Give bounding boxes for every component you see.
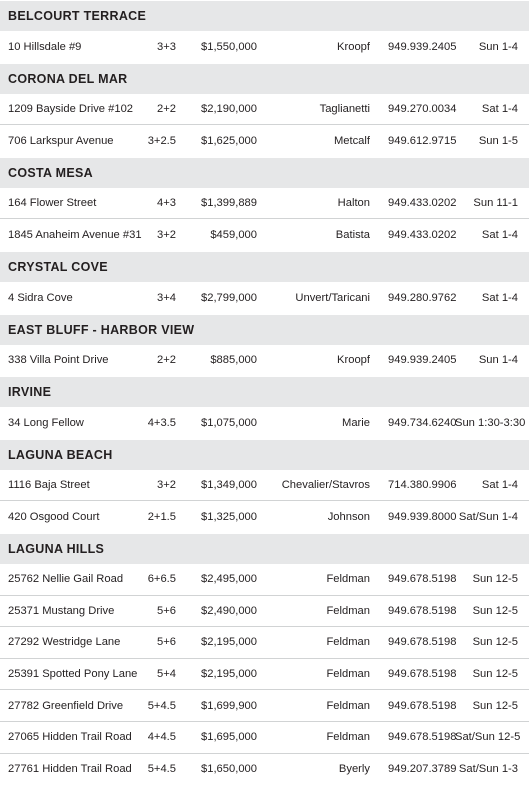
listing-row [0, 722, 529, 754]
listing-phone: 714.380.9906 [388, 479, 457, 492]
section-header: LAGUNA BEACH [0, 439, 529, 470]
listing-agent: Marie [342, 416, 370, 429]
listing-row [0, 501, 529, 533]
listing-bed-bath: 6+6.5 [147, 573, 176, 586]
listing-agent: Kroopf [337, 40, 370, 53]
listing-open-time: Sun 12-5 [472, 668, 518, 681]
listing-agent: Unvert/Taricani [295, 291, 370, 304]
listing-bed-bath: 5+4.5 [147, 699, 176, 712]
listing-price: $1,625,000 [201, 134, 257, 147]
listing-bed-bath: 2+2 [157, 354, 176, 367]
listing-bed-bath: 5+6 [157, 604, 176, 617]
listing-price: $1,349,000 [201, 479, 257, 492]
listing-address: 4 Sidra Cove [8, 291, 73, 304]
listing-agent: Feldman [326, 604, 370, 617]
listing-row [0, 659, 529, 691]
listing-open-time: Sun 11-1 [473, 197, 518, 210]
listing-address: 25762 Nellie Gail Road [8, 573, 124, 586]
listing-row [0, 94, 529, 126]
listing-address: 1209 Bayside Drive #102 [8, 102, 134, 115]
listing-price: $1,695,000 [201, 731, 257, 744]
listing-row [0, 564, 529, 596]
listing-phone: 949.678.5198 [388, 699, 457, 712]
listing-bed-bath: 3+2.5 [147, 134, 176, 147]
listing-phone: 949.612.9715 [388, 134, 457, 147]
listing-price: $1,399,889 [201, 197, 257, 210]
listing-bed-bath: 5+4.5 [147, 763, 176, 776]
listing-agent: Feldman [326, 699, 370, 712]
listing-price: $2,495,000 [201, 573, 257, 586]
listing-price: $1,699,900 [201, 699, 257, 712]
listing-agent: Feldman [326, 573, 370, 586]
listing-address: 706 Larkspur Avenue [8, 134, 114, 147]
listing-price: $885,000 [210, 354, 257, 367]
listing-open-time: Sat/Sun 1-4 [458, 511, 518, 524]
listing-address: 27065 Hidden Trail Road [8, 731, 132, 744]
listing-address: 1116 Baja Street [8, 479, 90, 492]
listing-bed-bath: 4+4.5 [147, 731, 176, 744]
listing-open-time: Sun 12-5 [472, 604, 518, 617]
section-header: CRYSTAL COVE [0, 251, 529, 282]
listing-open-time: Sat 1-4 [481, 229, 518, 242]
listing-phone: 949.939.8000 [388, 511, 457, 524]
listing-phone: 949.939.2405 [388, 354, 457, 367]
listing-address: 338 Villa Point Drive [8, 354, 109, 367]
listing-agent: Kroopf [337, 354, 370, 367]
section-header: EAST BLUFF - HARBOR VIEW [0, 314, 529, 345]
listing-bed-bath: 3+2 [157, 229, 176, 242]
listing-address: 27761 Hidden Trail Road [8, 763, 132, 776]
listing-phone: 949.678.5198 [388, 604, 457, 617]
listing-open-time: Sun 1-4 [478, 354, 518, 367]
listing-price: $1,650,000 [201, 763, 257, 776]
listing-agent: Halton [337, 197, 370, 210]
listing-open-time: Sat/Sun 12-5 [455, 731, 521, 744]
listing-agent: Chevalier/Stavros [281, 479, 370, 492]
listing-row [0, 627, 529, 659]
listing-bed-bath: 4+3 [157, 197, 176, 210]
listing-phone: 949.433.0202 [388, 229, 457, 242]
listing-phone: 949.939.2405 [388, 40, 457, 53]
listing-bed-bath: 2+1.5 [147, 511, 176, 524]
listing-address: 25391 Spotted Pony Lane [8, 668, 138, 681]
listing-phone: 949.678.5198 [388, 636, 457, 649]
listing-open-time: Sun 1-5 [478, 134, 518, 147]
listing-phone: 949.270.0034 [388, 102, 457, 115]
listing-row [0, 282, 529, 314]
listing-address: 164 Flower Street [8, 197, 97, 210]
listing-address: 27782 Greenfield Drive [8, 699, 124, 712]
listing-price: $459,000 [210, 229, 257, 242]
listing-row [0, 345, 529, 377]
listing-price: $2,195,000 [201, 636, 257, 649]
listing-agent: Feldman [326, 668, 370, 681]
listing-row [0, 596, 529, 628]
listing-address: 27292 Westridge Lane [8, 636, 121, 649]
listing-open-time: Sat/Sun 1-3 [458, 763, 518, 776]
section-header: LAGUNA HILLS [0, 533, 529, 564]
listing-open-time: Sun 12-5 [472, 699, 518, 712]
listing-phone: 949.207.3789 [388, 763, 457, 776]
listing-address: 420 Osgood Court [8, 511, 100, 524]
section-header: IRVINE [0, 376, 529, 407]
listing-agent: Metcalf [333, 134, 370, 147]
listing-bed-bath: 5+6 [157, 636, 176, 649]
listing-agent: Johnson [327, 511, 370, 524]
section-header: COSTA MESA [0, 157, 529, 188]
listing-row [0, 407, 529, 439]
listing-row [0, 188, 529, 220]
listing-price: $2,190,000 [201, 102, 257, 115]
listing-address: 1845 Anaheim Avenue #31 [8, 229, 142, 242]
listing-phone: 949.678.5198 [388, 668, 457, 681]
listing-row [0, 470, 529, 502]
listing-price: $1,550,000 [201, 40, 257, 53]
listing-agent: Feldman [326, 636, 370, 649]
listing-agent: Taglianetti [319, 102, 370, 115]
listing-phone: 949.433.0202 [388, 197, 457, 210]
section-header: BELCOURT TERRACE [0, 0, 529, 31]
listing-agent: Batista [335, 229, 370, 242]
listing-open-time: Sat 1-4 [481, 479, 518, 492]
listing-row [0, 31, 529, 63]
listing-price: $2,490,000 [201, 604, 257, 617]
listing-open-time: Sat 1-4 [481, 291, 518, 304]
listing-address: 25371 Mustang Drive [8, 604, 115, 617]
listing-open-time: Sun 1-4 [478, 40, 518, 53]
listing-phone: 949.280.9762 [388, 291, 457, 304]
listing-phone: 949.678.5198 [388, 573, 457, 586]
listing-agent: Feldman [326, 731, 370, 744]
listing-phone: 949.678.5198 [388, 731, 457, 744]
listing-bed-bath: 3+3 [157, 40, 176, 53]
listing-open-time: Sun 12-5 [472, 636, 518, 649]
listing-open-time: Sat 1-4 [481, 102, 518, 115]
listing-bed-bath: 3+2 [157, 479, 176, 492]
listing-phone: 949.734.6240 [388, 416, 457, 429]
listing-open-time: Sun 12-5 [472, 573, 518, 586]
listing-price: $2,195,000 [201, 668, 257, 681]
listing-address: 10 Hillsdale #9 [8, 40, 82, 53]
listing-row [0, 125, 529, 157]
listing-bed-bath: 3+4 [157, 291, 176, 304]
listing-price: $1,325,000 [201, 511, 257, 524]
section-header: CORONA DEL MAR [0, 63, 529, 94]
listing-row [0, 690, 529, 722]
listing-row [0, 219, 529, 251]
listing-row [0, 754, 529, 786]
listing-address: 34 Long Fellow [8, 416, 84, 429]
listing-bed-bath: 5+4 [157, 668, 176, 681]
listing-agent: Byerly [338, 763, 370, 776]
listing-open-time: Sun 1:30-3:30 [455, 416, 526, 429]
listing-price: $1,075,000 [201, 416, 257, 429]
listing-bed-bath: 2+2 [157, 102, 176, 115]
listing-bed-bath: 4+3.5 [147, 416, 176, 429]
listing-price: $2,799,000 [201, 291, 257, 304]
